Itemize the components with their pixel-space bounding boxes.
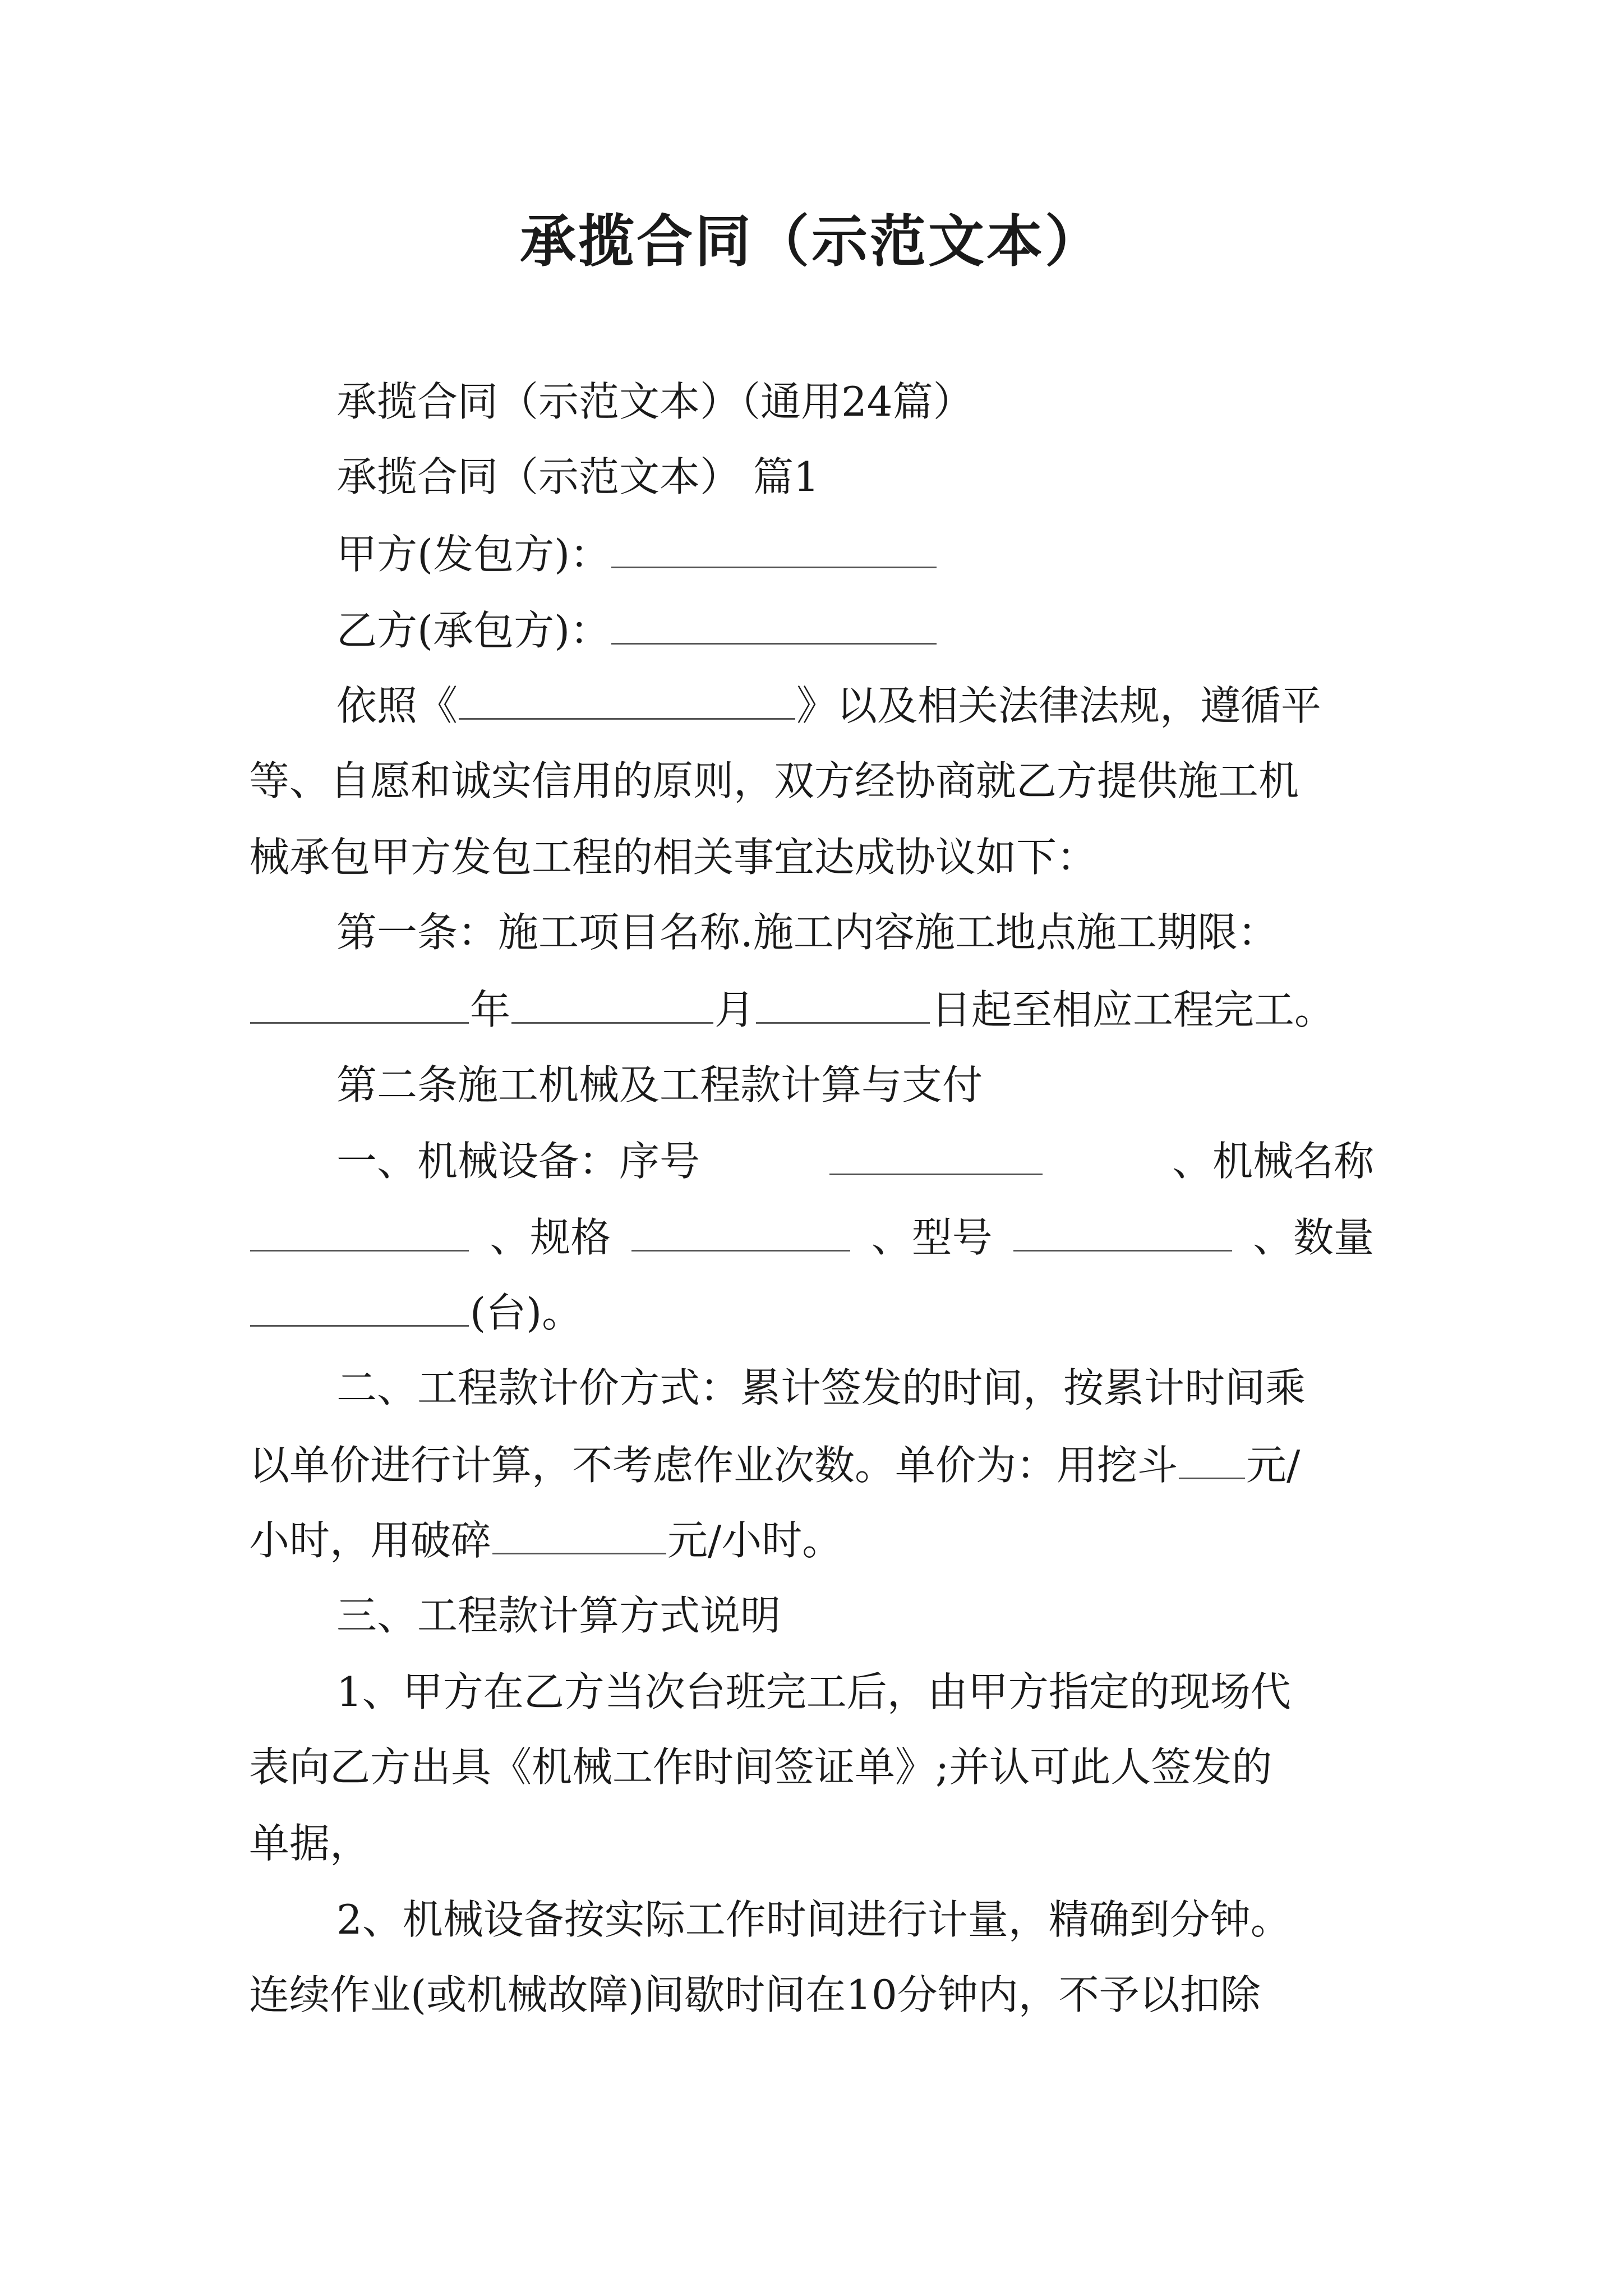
quantity-unit: (台)。 [470, 1289, 583, 1336]
intro-pre: 依照《 [336, 682, 458, 729]
intro-post: 》以及相关法律法规，遵循平 [796, 682, 1322, 729]
month-label: 月 [714, 986, 755, 1033]
equipment-name-blank [250, 1208, 469, 1251]
serial-blank [829, 1132, 1043, 1175]
explain-item2-line-1: 2、机械设备按实际工作时间进行计量，精确到分钟。 [336, 1896, 1291, 1943]
explain-item1-line-3: 单据， [249, 1820, 371, 1867]
party-a-label: 甲方(发包方)： [336, 531, 611, 578]
pricing-line-3 [249, 1511, 842, 1568]
equipment-line-3 [249, 1283, 582, 1341]
party-b-line [336, 601, 938, 659]
article1-line-1: 第一条：施工项目名称.施工内容施工地点施工期限： [336, 909, 1278, 956]
pricing-line-3-pre: 小时，用破碎 [249, 1517, 492, 1564]
equipment-line-2 [249, 1208, 1374, 1266]
equipment-name-label: 、机械名称 [1172, 1138, 1374, 1185]
party-a-blank [611, 525, 937, 568]
explain-item1-line-1: 1、甲方在乙方当次台班完工后，由甲方指定的现场代 [336, 1668, 1291, 1715]
pricing-line-2-pre: 以单价进行计算，不考虑作业次数。单价为：用挖斗 [249, 1442, 1178, 1489]
explain-heading: 三、工程款计算方式说明 [336, 1592, 781, 1639]
intro-line-3: 械承包甲方发包工程的相关事宜达成协议如下： [249, 834, 1098, 881]
law-name-blank [459, 677, 795, 720]
model-blank [1013, 1208, 1232, 1251]
pricing-line-3-post: 元/小时。 [667, 1517, 843, 1564]
chapter-heading: 承揽合同（示范文本） 篇1 [336, 453, 819, 500]
day-tail: 日起至相应工程完工。 [931, 986, 1335, 1033]
pricing-line-2 [249, 1436, 1300, 1493]
year-label: 年 [470, 986, 511, 1033]
quantity-blank [250, 1283, 469, 1327]
intro-line-1 [336, 677, 1321, 734]
year-blank [250, 981, 469, 1024]
model-label: 、型号 [871, 1214, 993, 1261]
equipment-label: 一、机械设备：序号 [336, 1138, 700, 1185]
pricing-line-2-post: 元/ [1246, 1442, 1301, 1489]
document-subtitle: 承揽合同（示范文本）（通用24篇） [336, 378, 974, 425]
bucket-price-blank [1179, 1436, 1245, 1479]
article1-line-2 [249, 981, 1335, 1038]
day-blank [756, 981, 930, 1024]
equipment-line-1 [336, 1132, 1374, 1189]
breaker-price-blank [492, 1511, 666, 1554]
spec-label: 、规格 [490, 1214, 611, 1261]
explain-item1-line-2: 表向乙方出具《机械工作时间签证单》;并认可此人签发的 [249, 1743, 1272, 1791]
spec-blank [631, 1208, 850, 1251]
pricing-line-1: 二、工程款计价方式：累计签发的时间，按累计时间乘 [336, 1364, 1306, 1411]
intro-line-2: 等、自愿和诚实信用的原则，双方经协商就乙方提供施工机 [249, 757, 1299, 804]
month-blank [511, 981, 713, 1024]
party-b-blank [611, 601, 937, 645]
explain-item2-line-2: 连续作业(或机械故障)间歇时间在10分钟内，不予以扣除 [249, 1971, 1261, 2018]
document-title: 承揽合同（示范文本） [520, 208, 1103, 274]
party-b-label: 乙方(承包方)： [336, 607, 611, 654]
party-a-line [336, 525, 938, 582]
article2-heading: 第二条施工机械及工程款计算与支付 [336, 1061, 983, 1108]
quantity-label: 、数量 [1252, 1214, 1374, 1261]
